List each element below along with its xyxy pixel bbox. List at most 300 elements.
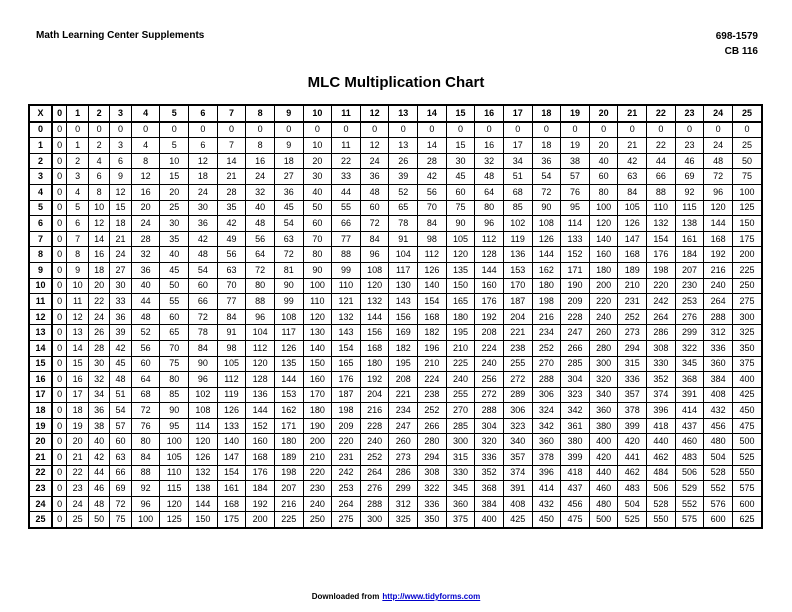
product-cell: 189 xyxy=(274,450,303,466)
product-cell: 0 xyxy=(475,122,504,138)
product-cell: 14 xyxy=(88,231,109,247)
product-cell: 117 xyxy=(389,262,418,278)
row-header-cell: 5 xyxy=(29,200,52,216)
product-cell: 14 xyxy=(217,153,246,169)
product-cell: 207 xyxy=(675,262,704,278)
product-cell: 92 xyxy=(675,184,704,200)
col-header-cell: 22 xyxy=(647,105,676,122)
product-cell: 16 xyxy=(475,138,504,154)
product-cell: 100 xyxy=(732,184,762,200)
product-cell: 77 xyxy=(332,231,361,247)
product-cell: 25 xyxy=(67,512,88,528)
product-cell: 11 xyxy=(67,294,88,310)
product-cell: 24 xyxy=(67,496,88,512)
product-cell: 72 xyxy=(532,184,561,200)
product-cell: 28 xyxy=(88,340,109,356)
product-cell: 48 xyxy=(475,169,504,185)
product-cell: 22 xyxy=(647,138,676,154)
product-cell: 0 xyxy=(189,122,218,138)
product-cell: 225 xyxy=(732,262,762,278)
doc-code: CB 116 xyxy=(724,45,758,57)
product-cell: 17 xyxy=(503,138,532,154)
product-cell: 306 xyxy=(532,387,561,403)
row-header-cell: 19 xyxy=(29,418,52,434)
product-cell: 30 xyxy=(303,169,332,185)
col-header-cell: 0 xyxy=(52,105,67,122)
product-cell: 170 xyxy=(303,387,332,403)
product-cell: 575 xyxy=(675,512,704,528)
product-cell: 275 xyxy=(332,512,361,528)
product-cell: 95 xyxy=(561,200,590,216)
product-cell: 39 xyxy=(389,169,418,185)
product-cell: 168 xyxy=(360,340,389,356)
product-cell: 625 xyxy=(732,512,762,528)
product-cell: 18 xyxy=(189,169,218,185)
product-cell: 23 xyxy=(67,481,88,497)
product-cell: 2 xyxy=(88,138,109,154)
product-cell: 69 xyxy=(110,481,131,497)
product-cell: 228 xyxy=(561,309,590,325)
product-cell: 368 xyxy=(675,372,704,388)
col-header-cell: 6 xyxy=(189,105,218,122)
product-cell: 325 xyxy=(732,325,762,341)
table-row xyxy=(29,434,762,450)
row-header-cell: 0 xyxy=(29,122,52,138)
product-cell: 187 xyxy=(332,387,361,403)
product-cell: 30 xyxy=(160,216,189,232)
product-cell: 234 xyxy=(532,325,561,341)
product-cell: 63 xyxy=(217,262,246,278)
product-cell: 168 xyxy=(246,450,275,466)
product-cell: 130 xyxy=(389,278,418,294)
product-cell: 7 xyxy=(67,231,88,247)
product-cell: 375 xyxy=(446,512,475,528)
product-cell: 0 xyxy=(217,122,246,138)
product-cell: 72 xyxy=(110,496,131,512)
product-cell: 48 xyxy=(360,184,389,200)
product-cell: 90 xyxy=(189,356,218,372)
product-cell: 360 xyxy=(532,434,561,450)
product-cell: 21 xyxy=(67,450,88,466)
product-cell: 42 xyxy=(110,340,131,356)
product-cell: 418 xyxy=(647,418,676,434)
product-cell: 110 xyxy=(332,278,361,294)
product-cell: 153 xyxy=(274,387,303,403)
product-cell: 255 xyxy=(503,356,532,372)
product-cell: 0 xyxy=(88,122,109,138)
product-cell: 23 xyxy=(675,138,704,154)
product-cell: 132 xyxy=(332,309,361,325)
product-cell: 160 xyxy=(589,247,618,263)
product-cell: 0 xyxy=(52,262,67,278)
product-cell: 135 xyxy=(446,262,475,278)
product-cell: 70 xyxy=(160,340,189,356)
product-cell: 50 xyxy=(732,153,762,169)
product-cell: 16 xyxy=(246,153,275,169)
product-cell: 15 xyxy=(446,138,475,154)
product-cell: 352 xyxy=(475,465,504,481)
row-header-cell: 12 xyxy=(29,309,52,325)
product-cell: 140 xyxy=(303,340,332,356)
product-cell: 252 xyxy=(618,309,647,325)
product-cell: 12 xyxy=(67,309,88,325)
product-cell: 462 xyxy=(647,450,676,466)
product-cell: 81 xyxy=(274,262,303,278)
product-cell: 0 xyxy=(52,340,67,356)
product-cell: 132 xyxy=(360,294,389,310)
product-cell: 0 xyxy=(52,496,67,512)
product-cell: 345 xyxy=(675,356,704,372)
product-cell: 78 xyxy=(389,216,418,232)
product-cell: 441 xyxy=(618,450,647,466)
product-cell: 300 xyxy=(360,512,389,528)
table-row xyxy=(29,200,762,216)
product-cell: 425 xyxy=(732,387,762,403)
product-cell: 175 xyxy=(732,231,762,247)
product-cell: 88 xyxy=(131,465,160,481)
product-cell: 483 xyxy=(618,481,647,497)
product-cell: 36 xyxy=(360,169,389,185)
product-cell: 76 xyxy=(561,184,590,200)
product-cell: 361 xyxy=(561,418,590,434)
product-cell: 126 xyxy=(274,340,303,356)
product-cell: 400 xyxy=(589,434,618,450)
product-cell: 80 xyxy=(131,434,160,450)
product-cell: 96 xyxy=(475,216,504,232)
product-cell: 550 xyxy=(647,512,676,528)
row-header-cell: 4 xyxy=(29,184,52,200)
product-cell: 132 xyxy=(647,216,676,232)
product-cell: 27 xyxy=(110,262,131,278)
product-cell: 154 xyxy=(418,294,447,310)
product-cell: 0 xyxy=(360,122,389,138)
product-cell: 0 xyxy=(52,356,67,372)
product-cell: 8 xyxy=(131,153,160,169)
product-cell: 161 xyxy=(217,481,246,497)
product-cell: 0 xyxy=(303,122,332,138)
product-cell: 176 xyxy=(475,294,504,310)
product-cell: 42 xyxy=(618,153,647,169)
product-cell: 70 xyxy=(217,278,246,294)
product-cell: 336 xyxy=(618,372,647,388)
row-header-cell: 7 xyxy=(29,231,52,247)
col-header-cell: 8 xyxy=(246,105,275,122)
product-cell: 315 xyxy=(618,356,647,372)
product-cell: 70 xyxy=(303,231,332,247)
product-cell: 125 xyxy=(732,200,762,216)
product-cell: 56 xyxy=(246,231,275,247)
product-cell: 176 xyxy=(246,465,275,481)
product-cell: 150 xyxy=(446,278,475,294)
product-cell: 152 xyxy=(246,418,275,434)
product-cell: 15 xyxy=(110,200,131,216)
product-cell: 216 xyxy=(274,496,303,512)
product-cell: 168 xyxy=(217,496,246,512)
product-cell: 110 xyxy=(647,200,676,216)
product-cell: 0 xyxy=(446,122,475,138)
table-row xyxy=(29,278,762,294)
product-cell: 280 xyxy=(589,340,618,356)
product-cell: 100 xyxy=(160,434,189,450)
product-cell: 170 xyxy=(503,278,532,294)
product-cell: 242 xyxy=(332,465,361,481)
product-cell: 144 xyxy=(189,496,218,512)
row-header-cell: 20 xyxy=(29,434,52,450)
product-cell: 30 xyxy=(110,278,131,294)
product-cell: 247 xyxy=(389,418,418,434)
product-cell: 300 xyxy=(732,309,762,325)
document-header xyxy=(36,30,758,59)
product-cell: 525 xyxy=(618,512,647,528)
product-cell: 440 xyxy=(647,434,676,450)
product-cell: 100 xyxy=(589,200,618,216)
product-cell: 32 xyxy=(88,372,109,388)
product-cell: 272 xyxy=(475,387,504,403)
product-cell: 0 xyxy=(160,122,189,138)
product-cell: 144 xyxy=(704,216,733,232)
product-cell: 0 xyxy=(52,450,67,466)
product-cell: 132 xyxy=(189,465,218,481)
product-cell: 152 xyxy=(561,247,590,263)
product-cell: 110 xyxy=(160,465,189,481)
product-cell: 154 xyxy=(217,465,246,481)
product-cell: 36 xyxy=(88,403,109,419)
product-cell: 391 xyxy=(503,481,532,497)
product-cell: 216 xyxy=(704,262,733,278)
product-cell: 320 xyxy=(475,434,504,450)
product-cell: 84 xyxy=(360,231,389,247)
product-cell: 33 xyxy=(332,169,361,185)
table-row xyxy=(29,216,762,232)
product-cell: 224 xyxy=(475,340,504,356)
product-cell: 0 xyxy=(67,122,88,138)
product-cell: 104 xyxy=(246,325,275,341)
product-cell: 460 xyxy=(675,434,704,450)
product-cell: 25 xyxy=(732,138,762,154)
product-cell: 26 xyxy=(389,153,418,169)
product-cell: 5 xyxy=(160,138,189,154)
product-cell: 231 xyxy=(332,450,361,466)
product-cell: 98 xyxy=(217,340,246,356)
product-cell: 200 xyxy=(589,278,618,294)
product-cell: 198 xyxy=(647,262,676,278)
product-cell: 156 xyxy=(389,309,418,325)
product-cell: 108 xyxy=(532,216,561,232)
product-cell: 105 xyxy=(160,450,189,466)
footer-prefix: Downloaded from xyxy=(311,592,380,601)
product-cell: 190 xyxy=(561,278,590,294)
product-cell: 42 xyxy=(217,216,246,232)
product-cell: 0 xyxy=(52,169,67,185)
product-cell: 0 xyxy=(52,184,67,200)
product-cell: 140 xyxy=(589,231,618,247)
product-cell: 8 xyxy=(246,138,275,154)
table-row xyxy=(29,356,762,372)
product-cell: 80 xyxy=(303,247,332,263)
product-cell: 450 xyxy=(532,512,561,528)
product-cell: 120 xyxy=(589,216,618,232)
product-cell: 28 xyxy=(131,231,160,247)
product-cell: 208 xyxy=(475,325,504,341)
product-cell: 192 xyxy=(704,247,733,263)
product-cell: 108 xyxy=(360,262,389,278)
product-cell: 135 xyxy=(274,356,303,372)
product-cell: 150 xyxy=(303,356,332,372)
product-cell: 126 xyxy=(532,231,561,247)
product-cell: 72 xyxy=(704,169,733,185)
product-cell: 528 xyxy=(647,496,676,512)
product-cell: 437 xyxy=(561,481,590,497)
product-cell: 209 xyxy=(332,418,361,434)
product-cell: 126 xyxy=(189,450,218,466)
product-cell: 10 xyxy=(160,153,189,169)
product-cell: 40 xyxy=(303,184,332,200)
col-header-cell: 4 xyxy=(131,105,160,122)
product-cell: 18 xyxy=(110,216,131,232)
product-cell: 154 xyxy=(332,340,361,356)
product-cell: 60 xyxy=(131,356,160,372)
product-cell: 380 xyxy=(589,418,618,434)
product-cell: 120 xyxy=(160,496,189,512)
product-cell: 340 xyxy=(503,434,532,450)
product-cell: 375 xyxy=(732,356,762,372)
table-header-row xyxy=(29,105,762,122)
product-cell: 342 xyxy=(561,403,590,419)
product-cell: 420 xyxy=(618,434,647,450)
row-header-cell: 1 xyxy=(29,138,52,154)
product-cell: 19 xyxy=(561,138,590,154)
product-cell: 384 xyxy=(475,496,504,512)
product-cell: 63 xyxy=(274,231,303,247)
product-cell: 264 xyxy=(360,465,389,481)
product-cell: 126 xyxy=(618,216,647,232)
product-cell: 264 xyxy=(332,496,361,512)
product-cell: 425 xyxy=(503,512,532,528)
product-cell: 57 xyxy=(561,169,590,185)
product-cell: 175 xyxy=(217,512,246,528)
product-cell: 44 xyxy=(647,153,676,169)
product-cell: 56 xyxy=(217,247,246,263)
product-cell: 40 xyxy=(131,278,160,294)
product-cell: 138 xyxy=(675,216,704,232)
product-cell: 46 xyxy=(88,481,109,497)
product-cell: 57 xyxy=(110,418,131,434)
product-cell: 26 xyxy=(88,325,109,341)
product-cell: 24 xyxy=(246,169,275,185)
col-header-cell: 15 xyxy=(446,105,475,122)
product-cell: 42 xyxy=(189,231,218,247)
product-cell: 128 xyxy=(475,247,504,263)
product-cell: 528 xyxy=(704,465,733,481)
product-cell: 45 xyxy=(274,200,303,216)
product-cell: 8 xyxy=(67,247,88,263)
product-cell: 99 xyxy=(274,294,303,310)
product-cell: 576 xyxy=(704,496,733,512)
product-cell: 200 xyxy=(303,434,332,450)
product-cell: 90 xyxy=(303,262,332,278)
product-cell: 414 xyxy=(532,481,561,497)
product-cell: 75 xyxy=(446,200,475,216)
product-cell: 90 xyxy=(532,200,561,216)
product-cell: 480 xyxy=(704,434,733,450)
product-cell: 350 xyxy=(732,340,762,356)
product-cell: 220 xyxy=(589,294,618,310)
product-cell: 33 xyxy=(110,294,131,310)
product-cell: 21 xyxy=(110,231,131,247)
table-row xyxy=(29,387,762,403)
product-cell: 168 xyxy=(418,309,447,325)
product-cell: 195 xyxy=(389,356,418,372)
table-row xyxy=(29,512,762,528)
product-cell: 66 xyxy=(332,216,361,232)
product-cell: 304 xyxy=(475,418,504,434)
col-header-cell: 16 xyxy=(475,105,504,122)
product-cell: 176 xyxy=(647,247,676,263)
product-cell: 32 xyxy=(475,153,504,169)
product-cell: 20 xyxy=(88,278,109,294)
product-cell: 550 xyxy=(732,465,762,481)
product-cell: 133 xyxy=(217,418,246,434)
footer-link[interactable]: http://www.tidyforms.com xyxy=(382,592,481,601)
product-cell: 92 xyxy=(131,481,160,497)
product-cell: 0 xyxy=(52,122,67,138)
product-cell: 0 xyxy=(110,122,131,138)
product-cell: 60 xyxy=(303,216,332,232)
product-cell: 28 xyxy=(418,153,447,169)
product-cell: 340 xyxy=(589,387,618,403)
product-cell: 184 xyxy=(246,481,275,497)
product-cell: 0 xyxy=(561,122,590,138)
product-cell: 270 xyxy=(446,403,475,419)
product-cell: 45 xyxy=(446,169,475,185)
product-cell: 24 xyxy=(131,216,160,232)
product-cell: 42 xyxy=(418,169,447,185)
product-cell: 150 xyxy=(732,216,762,232)
product-cell: 75 xyxy=(110,512,131,528)
product-cell: 88 xyxy=(246,294,275,310)
product-cell: 99 xyxy=(332,262,361,278)
product-cell: 160 xyxy=(475,278,504,294)
product-cell: 220 xyxy=(332,434,361,450)
product-cell: 68 xyxy=(503,184,532,200)
product-cell: 96 xyxy=(189,372,218,388)
product-cell: 264 xyxy=(704,294,733,310)
product-cell: 253 xyxy=(332,481,361,497)
product-cell: 275 xyxy=(732,294,762,310)
product-cell: 276 xyxy=(675,309,704,325)
product-cell: 72 xyxy=(360,216,389,232)
table-row xyxy=(29,184,762,200)
product-cell: 180 xyxy=(360,356,389,372)
row-header-cell: 10 xyxy=(29,278,52,294)
product-cell: 56 xyxy=(418,184,447,200)
product-cell: 250 xyxy=(732,278,762,294)
product-cell: 216 xyxy=(360,403,389,419)
product-cell: 396 xyxy=(532,465,561,481)
product-cell: 55 xyxy=(160,294,189,310)
product-cell: 90 xyxy=(446,216,475,232)
product-cell: 289 xyxy=(503,387,532,403)
product-cell: 231 xyxy=(618,294,647,310)
product-cell: 38 xyxy=(88,418,109,434)
product-cell: 55 xyxy=(332,200,361,216)
product-cell: 49 xyxy=(217,231,246,247)
table-row xyxy=(29,325,762,341)
product-cell: 12 xyxy=(110,184,131,200)
product-cell: 22 xyxy=(88,294,109,310)
product-cell: 0 xyxy=(52,216,67,232)
product-cell: 84 xyxy=(189,340,218,356)
